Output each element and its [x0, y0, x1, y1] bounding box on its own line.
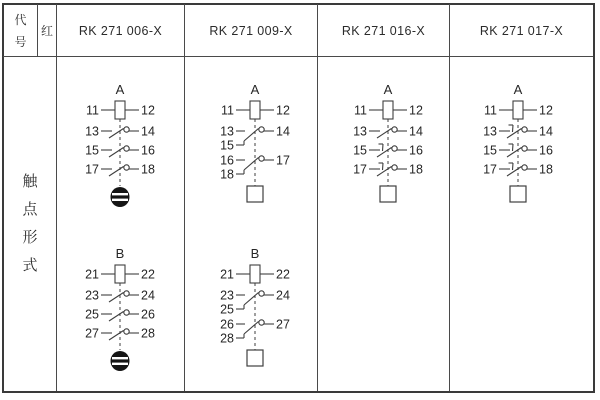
contact-blade — [109, 148, 124, 158]
contact-blade — [109, 167, 124, 177]
contact-blade — [244, 129, 259, 142]
diagram-title: A — [250, 82, 260, 97]
coil-symbol — [115, 265, 125, 283]
contact-circle — [392, 127, 397, 132]
header-color-cell — [38, 5, 56, 56]
terminal-label: 17 — [483, 162, 497, 177]
terminal-label: 15 — [85, 143, 99, 158]
header-model-rk271017: RK 271 017-X — [479, 23, 564, 38]
terminal-label: 12 — [276, 103, 290, 118]
terminal-label: 18 — [539, 162, 553, 177]
header-model-rk271006: RK 271 006-X — [78, 23, 163, 38]
terminal-label: 15 — [483, 143, 497, 158]
terminal-label: 28 — [220, 331, 234, 346]
terminal-label: 23 — [85, 288, 99, 303]
terminal-label: 13 — [85, 124, 99, 139]
terminal-label: 21 — [220, 267, 234, 282]
plug-connector-open — [380, 186, 396, 202]
terminal-label: 11 — [221, 103, 234, 118]
terminal-label: 14 — [539, 124, 553, 139]
terminal-label: 17 — [276, 153, 290, 168]
grid-line-vertical — [56, 4, 57, 391]
contact-blade — [109, 293, 124, 303]
plug-connector-open — [247, 350, 263, 366]
coil-symbol — [513, 101, 523, 119]
contact-blade — [109, 331, 124, 341]
terminal-label: 13 — [220, 124, 234, 139]
terminal-label: 12 — [141, 103, 155, 118]
coil-symbol — [115, 101, 125, 119]
header-code-label: 代号 — [14, 12, 27, 49]
terminal-label: 21 — [85, 267, 99, 282]
terminal-label: 11 — [86, 103, 99, 118]
terminal-label: 17 — [85, 162, 99, 177]
relay-diagram-A — [197, 80, 313, 216]
nc-stop-tick — [383, 163, 384, 170]
terminal-label: 16 — [141, 143, 155, 158]
contact-circle — [522, 165, 527, 170]
contact-blade — [507, 129, 522, 139]
terminal-label: 17 — [353, 162, 367, 177]
contact-circle — [124, 127, 129, 132]
contact-circle — [522, 127, 527, 132]
terminal-label: 24 — [276, 288, 290, 303]
contact-circle — [124, 291, 129, 296]
contact-blade — [377, 129, 392, 139]
grid-line-horizontal — [3, 56, 593, 57]
plug-connector-open — [247, 186, 263, 202]
plug-connector-filled — [111, 351, 130, 371]
contact-blade — [377, 148, 392, 158]
terminal-label: 16 — [539, 143, 553, 158]
header-model-rk271009: RK 271 009-X — [209, 23, 293, 38]
terminal-label: 15 — [353, 143, 367, 158]
terminal-label: 24 — [141, 288, 155, 303]
diagram-title: A — [513, 82, 523, 97]
terminal-label: 23 — [220, 288, 234, 303]
contact-circle — [259, 156, 264, 161]
contact-circle — [259, 291, 264, 296]
row-label-contact-form-cell — [4, 57, 56, 390]
plug-connector-open — [510, 186, 526, 202]
terminal-label: 22 — [141, 267, 155, 282]
contact-blade — [244, 158, 259, 171]
contact-circle — [392, 146, 397, 151]
relay-diagram-A — [330, 80, 446, 216]
grid-line-vertical — [449, 4, 450, 391]
terminal-label: 11 — [354, 103, 367, 118]
terminal-label: 18 — [220, 167, 234, 182]
grid-line-vertical — [317, 4, 318, 391]
nc-stop-tick — [513, 144, 514, 151]
terminal-label: 14 — [409, 124, 423, 139]
contact-circle — [124, 165, 129, 170]
row-label-contact-form: 触点形式 — [22, 172, 38, 274]
relay-diagram-A — [62, 80, 178, 216]
terminal-label: 26 — [220, 317, 234, 332]
terminal-label: 28 — [141, 326, 155, 341]
terminal-label: 14 — [276, 124, 290, 139]
contact-blade — [244, 322, 259, 335]
relay-diagram-A — [460, 80, 576, 216]
terminal-label: 13 — [353, 124, 367, 139]
terminal-label: 25 — [85, 307, 99, 322]
nc-stop-tick — [513, 163, 514, 170]
contact-circle — [259, 127, 264, 132]
terminal-label: 22 — [276, 267, 290, 282]
contact-circle — [522, 146, 527, 151]
contact-circle — [124, 310, 129, 315]
nc-stop-tick — [513, 125, 514, 132]
coil-symbol — [250, 101, 260, 119]
terminal-label: 27 — [85, 326, 99, 341]
diagram-title: B — [115, 246, 125, 261]
terminal-label: 12 — [409, 103, 423, 118]
terminal-label: 14 — [141, 124, 155, 139]
terminal-label: 15 — [220, 138, 234, 153]
contact-blade — [109, 312, 124, 322]
terminal-label: 12 — [539, 103, 553, 118]
terminal-label: 25 — [220, 302, 234, 317]
terminal-label: 27 — [276, 317, 290, 332]
header-model-rk271016: RK 271 016-X — [341, 23, 426, 38]
grid-line-vertical — [184, 4, 185, 391]
contact-blade — [507, 148, 522, 158]
contact-circle — [392, 165, 397, 170]
contact-blade — [377, 167, 392, 177]
terminal-label: 16 — [220, 153, 234, 168]
terminal-label: 11 — [484, 103, 497, 118]
contact-blade — [244, 293, 259, 306]
contact-circle — [259, 320, 264, 325]
terminal-label: 18 — [141, 162, 155, 177]
diagram-title: A — [383, 82, 393, 97]
contact-circle — [124, 329, 129, 334]
terminal-label: 16 — [409, 143, 423, 158]
diagram-title: A — [115, 82, 125, 97]
relay-diagram-B — [62, 244, 178, 380]
coil-symbol — [250, 265, 260, 283]
contact-blade — [109, 129, 124, 139]
nc-stop-tick — [383, 144, 384, 151]
terminal-label: 18 — [409, 162, 423, 177]
terminal-label: 13 — [483, 124, 497, 139]
header-code-cell — [4, 5, 37, 56]
diagram-title: B — [250, 246, 260, 261]
contact-circle — [124, 146, 129, 151]
relay-diagram-B — [197, 244, 313, 380]
terminal-label: 26 — [141, 307, 155, 322]
header-color-label: 红 — [40, 24, 53, 38]
plug-connector-filled — [111, 187, 130, 207]
coil-symbol — [383, 101, 393, 119]
contact-blade — [507, 167, 522, 177]
